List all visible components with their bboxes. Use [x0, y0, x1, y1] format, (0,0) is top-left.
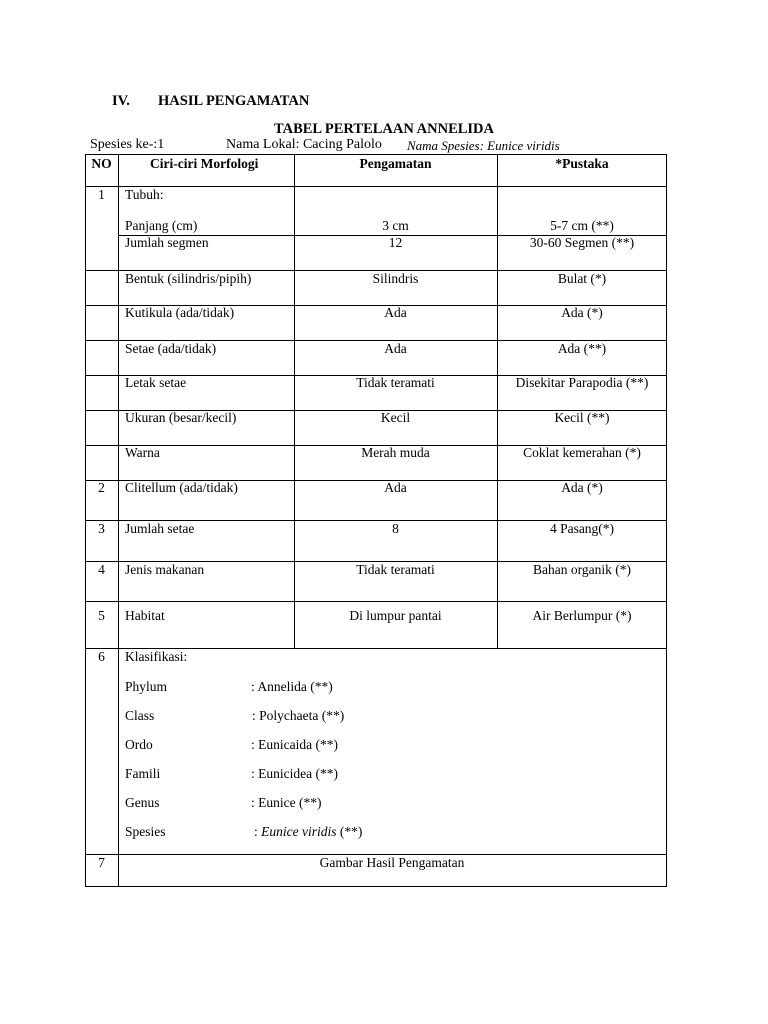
classification-label: Genus [125, 795, 160, 810]
classification-value-prefix: : [254, 824, 262, 839]
image-row-label: Gambar Hasil Pengamatan [319, 855, 465, 870]
header-no: NO [91, 156, 112, 171]
row-literature: Coklat kemerahan (*) [523, 445, 641, 460]
row-label: Bentuk (silindris/pipih) [125, 271, 252, 286]
row-label: Panjang (cm) [125, 218, 198, 233]
row-literature: Ada (**) [557, 341, 607, 356]
row-line [85, 601, 667, 602]
table-title: TABEL PERTELAAN ANNELIDA [274, 121, 494, 137]
classification-value: : Eunicaida (**) [251, 737, 338, 752]
row-observation: Tidak teramati [356, 562, 435, 577]
row-number: 5 [98, 608, 105, 623]
header-literature: *Pustaka [555, 156, 609, 171]
row-observation: Ada [384, 341, 407, 356]
row-observation: Kecil [380, 410, 411, 425]
row-literature: Disekitar Parapodia (**) [515, 375, 649, 390]
classification-value [254, 824, 362, 840]
row-observation: Merah muda [361, 445, 430, 460]
row-observation: Di lumpur pantai [349, 608, 442, 623]
row-line [85, 154, 667, 155]
row-literature: Bahan organik (*) [533, 562, 631, 577]
row-label: Kutikula (ada/tidak) [125, 305, 235, 320]
row-number: 1 [98, 187, 105, 202]
classification-label: Phylum [125, 679, 168, 694]
classification-value: : Polychaeta (**) [252, 708, 345, 723]
classification-value: : Annelida (**) [251, 679, 333, 694]
header-observation: Pengamatan [359, 156, 432, 171]
row-observation: 8 [392, 521, 399, 536]
species-number: Spesies ke-:1 [90, 137, 165, 152]
classification-label: Famili [125, 766, 161, 781]
local-name: Nama Lokal: Cacing Palolo [226, 137, 382, 152]
row-observation: Ada [384, 305, 407, 320]
row-literature: 4 Pasang(*) [549, 521, 615, 536]
row-label: Letak setae [125, 375, 187, 390]
row-label: Warna [125, 445, 160, 460]
row-line [85, 186, 667, 187]
row-number: 4 [98, 562, 105, 577]
classification-value: : Eunice (**) [251, 795, 322, 810]
row-observation: 12 [388, 235, 403, 250]
classification-label: Ordo [125, 737, 153, 752]
row-literature: Ada (*) [561, 305, 603, 320]
row-line [85, 886, 667, 887]
classification-label: Class [125, 708, 155, 723]
species-name: Nama Spesies: Eunice viridis [407, 138, 560, 153]
classification-title: Klasifikasi: [125, 649, 188, 664]
row-label: Jumlah segmen [125, 235, 209, 250]
row-observation: Ada [384, 480, 407, 495]
row-label: Jenis makanan [125, 562, 205, 577]
row-literature: 5-7 cm (**) [550, 218, 614, 233]
row-label: Habitat [125, 608, 165, 623]
row-number: 2 [98, 480, 105, 495]
classification-value: : Eunicidea (**) [251, 766, 338, 781]
row-label: Ukuran (besar/kecil) [125, 410, 237, 425]
classification-label: Spesies [125, 824, 166, 839]
row-observation: 3 cm [382, 218, 409, 233]
row-literature: 30-60 Segmen (**) [529, 235, 635, 250]
section-title: HASIL PENGAMATAN [158, 93, 310, 109]
row-observation: Silindris [372, 271, 419, 286]
section-number: IV. [112, 93, 130, 109]
row-number: 3 [98, 521, 105, 536]
row-observation: Tidak teramati [356, 375, 435, 390]
classification-value-suffix: (**) [336, 824, 363, 839]
row-label: Tubuh: [125, 187, 164, 202]
row-literature: Air Berlumpur (*) [532, 608, 632, 623]
row-label: Clitellum (ada/tidak) [125, 480, 238, 495]
header-morphology: Ciri-ciri Morfologi [150, 156, 259, 171]
row-label: Jumlah setae [125, 521, 195, 536]
species-scientific-name: Eunice viridis [261, 824, 337, 839]
row-label: Setae (ada/tidak) [125, 341, 217, 356]
row-literature: Kecil (**) [554, 410, 610, 425]
row-number: 7 [98, 855, 105, 870]
row-literature: Bulat (*) [557, 271, 607, 286]
row-number: 6 [98, 649, 105, 664]
row-literature: Ada (*) [561, 480, 603, 495]
